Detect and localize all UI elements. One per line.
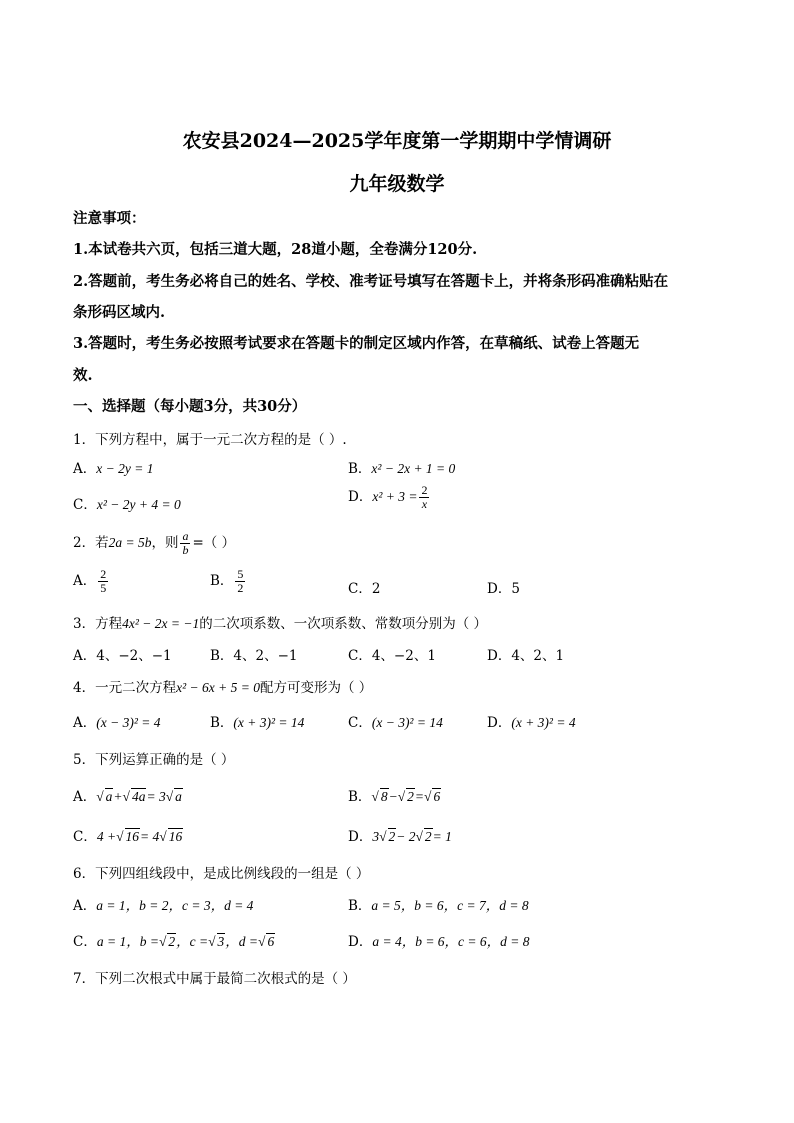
question-4-option-b: B．(x + 3)² = 14 — [210, 715, 305, 731]
question-1-option-b: B．x² − 2x + 1 = 0 — [348, 461, 456, 477]
note-item-2-line-2: 条形码区域内. — [73, 304, 166, 321]
question-6-option-d: D．a = 4，b = 6，c = 6，d = 8 — [348, 934, 530, 950]
question-6-option-c: C．a = 1，b =√ 2，c =√ 3，d =√ 6 — [73, 934, 275, 950]
question-5-option-b: B．√ 8−√ 2=√ 6 — [348, 789, 441, 805]
question-1-option-c: C．x² − 2y + 4 = 0 — [73, 497, 181, 513]
question-6-option-b: B．a = 5，b = 6，c = 7，d = 8 — [348, 898, 529, 914]
question-3-option-c: C．4、−2、1 — [348, 648, 436, 664]
question-5-option-c: C．4 +√ 16= 4√ 16 — [73, 829, 183, 845]
page-subtitle: 九年级数学 — [349, 173, 445, 195]
question-1-option-d: D．x² + 3 = $\frac{2}{x}$ — [348, 483, 428, 511]
notes-heading: 注意事项： — [73, 210, 146, 227]
question-4-option-a: A．(x − 3)² = 4 — [73, 715, 161, 731]
question-5-stem: 5．下列运算正确的是（ ） — [73, 752, 235, 768]
question-4-option-d: D．(x + 3)² = 4 — [487, 715, 576, 731]
question-3-option-a: A．4、−2、−1 — [73, 648, 172, 664]
question-2-stem: 2．若2a = 5b，则 $\frac{a}{b}$ =（ ） — [73, 529, 236, 557]
note-item-2-line-1: 2.答题前，考生务必将自己的姓名、学校、准考证号填写在答题卡上，并将条形码准确粘贴在 — [73, 273, 669, 290]
question-5-option-a: A．√ a+√ 4a= 3√ a — [73, 789, 182, 805]
question-6-stem: 6．下列四组线段中，是成比例线段的一组是（ ） — [73, 866, 370, 882]
question-2-option-c: C．2 — [348, 581, 381, 597]
question-4-stem: 4．一元二次方程x² − 6x + 5 = 0配方可变形为（ ） — [73, 680, 373, 696]
question-3-stem: 3．方程4x² − 2x = −1的二次项系数、一次项系数、常数项分别为（ ） — [73, 616, 488, 632]
note-item-3-line-1: 3.答题时，考生务必按照考试要求在答题卡的制定区域内作答，在草稿纸、试卷上答题无 — [73, 335, 640, 352]
note-item-3-line-2: 效. — [73, 367, 93, 384]
note-item-1: 1.本试卷共六页，包括三道大题，28道小题，全卷满分120分. — [73, 241, 478, 258]
question-5-option-d: D．3√ 2− 2√ 2= 1 — [348, 829, 452, 845]
question-6-option-a: A．a = 1，b = 2，c = 3，d = 4 — [73, 898, 254, 914]
page-title: 农安县2024—2025学年度第一学期期中学情调研 — [182, 130, 612, 152]
question-2-option-d: D．5 — [487, 581, 520, 597]
section-heading: 一、选择题（每小题3分，共30分） — [73, 398, 307, 415]
question-7-stem: 7．下列二次根式中属于最简二次根式的是（ ） — [73, 971, 356, 987]
question-4-option-c: C．(x − 3)² = 14 — [348, 715, 443, 731]
question-1-option-a: A．x − 2y = 1 — [73, 461, 154, 477]
question-2-option-b: B． $\frac{5}{2}$ — [210, 567, 244, 595]
question-2-option-a: A． $\frac{2}{5}$ — [73, 567, 107, 595]
question-3-option-d: D．4、2、1 — [487, 648, 565, 664]
question-3-option-b: B．4、2、−1 — [210, 648, 298, 664]
question-1-stem: 1．下列方程中，属于一元二次方程的是（ ）. — [73, 432, 347, 448]
